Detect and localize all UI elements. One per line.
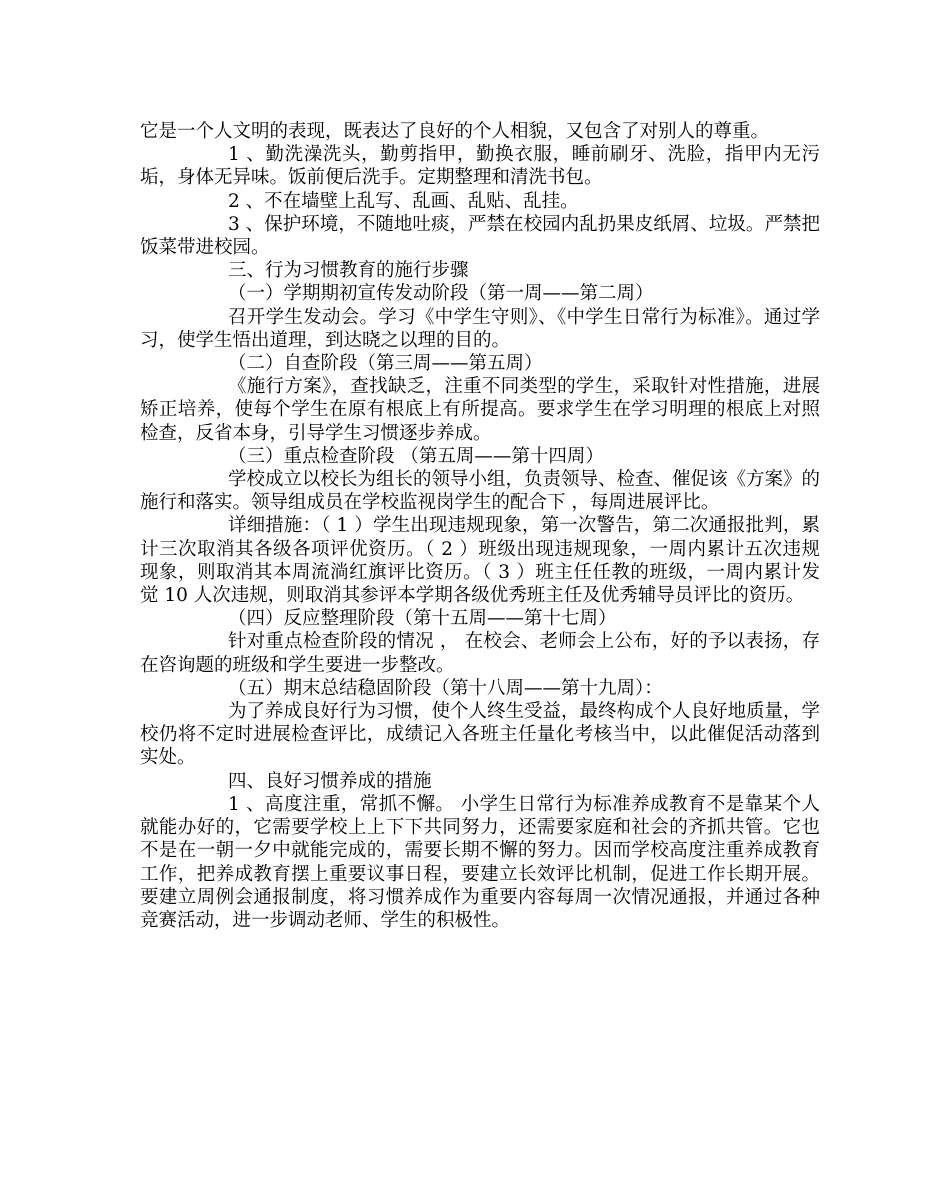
paragraph-16: 为了养成良好行为习惯，使个人终生受益，最终构成个人良好地质量，学校仍将不定时进展检查评比，成绩记入各班主任量化考核当中，以此催促活动落到实处。 — [140, 701, 821, 769]
stage-heading-3: （三）重点检查阶段 （第五周——第十四周） — [228, 445, 604, 467]
section-heading-4: 四、良好习惯养成的措施 — [228, 770, 432, 792]
paragraph-18: 1 、高度注重，常抓不懈。 小学生日常行为标准养成教育不是靠某个人就能办好的，它需要学校上上下下共同努力，还需要家庭和社会的齐抓共管。它也不是在一朝一夕中就能完成的，需要长期不懈的努力。因而学校高度注重养成教育工作，把养成教育摆上重要议事日程，要建立长效评比机制，促进工作长期开展。要建立周例会通报制度，将习惯养成作为重要内容每周一次情况通报，并通过各种竞赛活动，进一步调动老师、学生的积极性。 — [140, 793, 820, 931]
paragraph-12: 详细措施：（ 1 ）学生出现违规现象，第一次警告，第二次通报批判，累计三次取消其各级各项评优资历。（ 2 ）班级出现违规现象，一周内累计五次违规现象，则取消其本周流淌红旗评比资历。（ 3 ）班主任任教的班级，一周内累计发觉 10 人次违规，则取消其参评本学期各级优秀班主任及优秀辅导员评比的资历。 — [140, 515, 820, 607]
stage-heading-2: （二）自查阶段（第三周——第五周） — [228, 353, 543, 375]
section-heading-3: 三、行为习惯教育的施行步骤 — [228, 260, 469, 282]
paragraph-2: 1 、勤洗澡洗头，勤剪指甲，勤换衣服，睡前刷牙、洗脸，指甲内无污垢，身体无异味。饭前便后洗手。定期整理和清洗书包。 — [140, 144, 820, 189]
paragraph-11: 学校成立以校长为组长的领导小组，负责领导、检查、催促该《方案》的施行和落实。领导组成员在学校监视岗学生的配合下 ，每周进展评比。 — [140, 469, 821, 514]
paragraph-3: 2 、不在墙壁上乱写、乱画、乱贴、乱挂。 — [228, 190, 579, 212]
paragraph-7: 召开学生发动会。学习《中学生守则》、《中学生日常行为标准》。通过学习，使学生悟出道理，到达晓之以理的目的。 — [140, 306, 820, 351]
paragraph-1: 它是一个人文明的表现，既表达了良好的个人相貌，又包含了对别人的尊重。 — [140, 121, 770, 142]
stage-heading-5: （五）期末总结稳固阶段（第十八周——第十九周）： — [228, 677, 663, 699]
paragraph-4: 3 、保护环境，不随地吐痰，严禁在校园内乱扔果皮纸屑、垃圾。严禁把饭菜带进校园。 — [140, 213, 820, 259]
paragraph-9: 《施行方案》，查找缺乏，注重不同类型的学生，采取针对性措施，进展矫正培养，使每个学生在原有根底上有所提高。要求学生在学习明理的根底上对照检查，反省本身，引导学生习惯逐步养成。 — [140, 376, 820, 444]
paragraph-14: 针对重点检查阶段的情况 ， 在校会、老师会上公布，好的予以表扬，存在咨询题的班级和学生要进一步整改。 — [140, 631, 820, 676]
stage-heading-4: （四）反应整理阶段（第十五周——第十七周） — [228, 608, 617, 630]
document-page — [140, 120, 820, 932]
stage-heading-1: （一）学期期初宣传发动阶段（第一周——第二周） — [228, 283, 654, 305]
